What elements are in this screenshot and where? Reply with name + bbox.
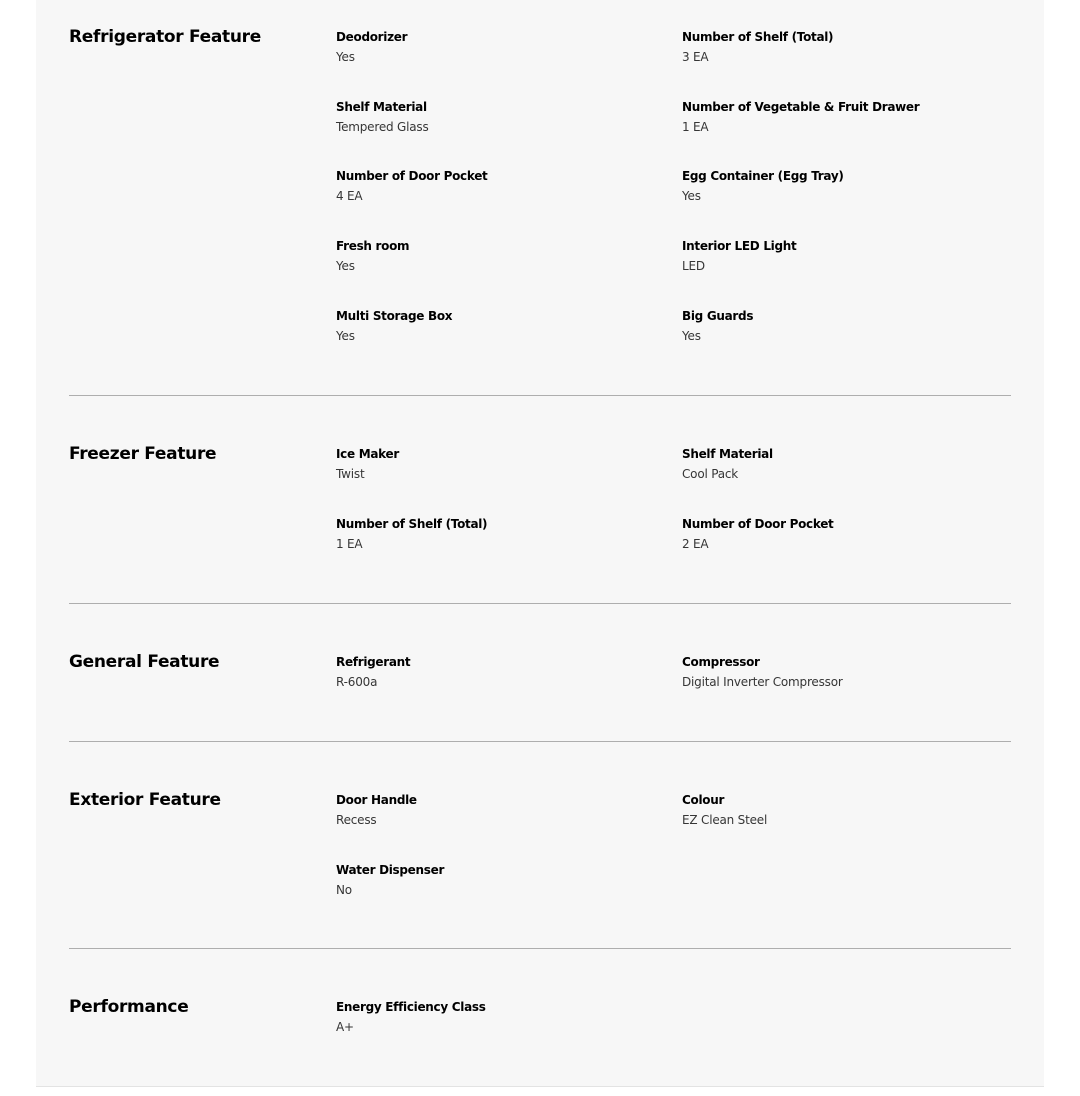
spec-label: Shelf Material bbox=[336, 100, 427, 114]
spec-value: Yes bbox=[682, 329, 701, 343]
spec-value: Recess bbox=[336, 813, 377, 827]
section-title: Performance bbox=[69, 997, 189, 1017]
spec-label: Number of Vegetable & Fruit Drawer bbox=[682, 100, 920, 114]
spec-ice-maker bbox=[336, 446, 656, 482]
spec-value: Yes bbox=[336, 50, 355, 64]
spec-label: Big Guards bbox=[682, 309, 754, 323]
spec-value: R-600a bbox=[336, 675, 378, 689]
spec-label: Number of Door Pocket bbox=[682, 517, 834, 531]
spec-label: Deodorizer bbox=[336, 30, 408, 44]
spec-label: Number of Shelf (Total) bbox=[682, 30, 834, 44]
spec-multi-storage-box bbox=[336, 308, 656, 344]
spec-value: Cool Pack bbox=[682, 467, 739, 481]
spec-label: Number of Shelf (Total) bbox=[336, 517, 488, 531]
spec-value: 4 EA bbox=[336, 189, 363, 203]
spec-value: Digital Inverter Compressor bbox=[682, 675, 843, 689]
section-divider bbox=[69, 603, 1011, 604]
spec-label: Number of Door Pocket bbox=[336, 169, 488, 183]
spec-egg-container bbox=[682, 168, 1002, 204]
spec-refrigerant bbox=[336, 654, 656, 690]
section-divider bbox=[69, 395, 1011, 396]
section-title: Refrigerator Feature bbox=[69, 27, 261, 47]
spec-colour bbox=[682, 792, 1002, 828]
section-title: Exterior Feature bbox=[69, 790, 221, 810]
spec-label: Colour bbox=[682, 793, 725, 807]
spec-vegetable-fruit-drawer bbox=[682, 99, 1002, 135]
spec-value: Tempered Glass bbox=[336, 120, 429, 134]
section-title: Freezer Feature bbox=[69, 444, 217, 464]
spec-label: Door Handle bbox=[336, 793, 417, 807]
spec-value: Yes bbox=[682, 189, 701, 203]
spec-door-handle bbox=[336, 792, 656, 828]
spec-label: Multi Storage Box bbox=[336, 309, 453, 323]
spec-big-guards bbox=[682, 308, 1002, 344]
spec-shelf-material bbox=[336, 99, 656, 135]
spec-value: Twist bbox=[336, 467, 365, 481]
spec-value: A+ bbox=[336, 1020, 354, 1034]
spec-value: Yes bbox=[336, 259, 355, 273]
spec-value: 2 EA bbox=[682, 537, 709, 551]
spec-compressor bbox=[682, 654, 1002, 690]
spec-label: Energy Efficiency Class bbox=[336, 1000, 486, 1014]
spec-value: LED bbox=[682, 259, 705, 273]
spec-value: Yes bbox=[336, 329, 355, 343]
section-divider bbox=[69, 741, 1011, 742]
spec-value: 1 EA bbox=[336, 537, 363, 551]
spec-freezer-shelf-material bbox=[682, 446, 1002, 482]
spec-value: EZ Clean Steel bbox=[682, 813, 768, 827]
spec-label: Fresh room bbox=[336, 239, 410, 253]
section-divider bbox=[69, 948, 1011, 949]
spec-freezer-number-of-shelf bbox=[336, 516, 656, 552]
spec-fresh-room bbox=[336, 238, 656, 274]
spec-label: Refrigerant bbox=[336, 655, 411, 669]
spec-freezer-door-pocket bbox=[682, 516, 1002, 552]
spec-value: No bbox=[336, 883, 352, 897]
spec-label: Water Dispenser bbox=[336, 863, 445, 877]
spec-label: Compressor bbox=[682, 655, 760, 669]
spec-door-pocket bbox=[336, 168, 656, 204]
spec-water-dispenser bbox=[336, 862, 656, 898]
spec-deodorizer bbox=[336, 29, 656, 65]
spec-label: Shelf Material bbox=[682, 447, 773, 461]
spec-energy-efficiency-class bbox=[336, 999, 656, 1035]
section-title: General Feature bbox=[69, 652, 220, 672]
spec-value: 1 EA bbox=[682, 120, 709, 134]
spec-interior-led-light bbox=[682, 238, 1002, 274]
spec-number-of-shelf bbox=[682, 29, 1002, 65]
spec-value: 3 EA bbox=[682, 50, 709, 64]
spec-label: Ice Maker bbox=[336, 447, 399, 461]
specs-panel bbox=[36, 0, 1044, 1087]
spec-label: Egg Container (Egg Tray) bbox=[682, 169, 844, 183]
spec-label: Interior LED Light bbox=[682, 239, 797, 253]
